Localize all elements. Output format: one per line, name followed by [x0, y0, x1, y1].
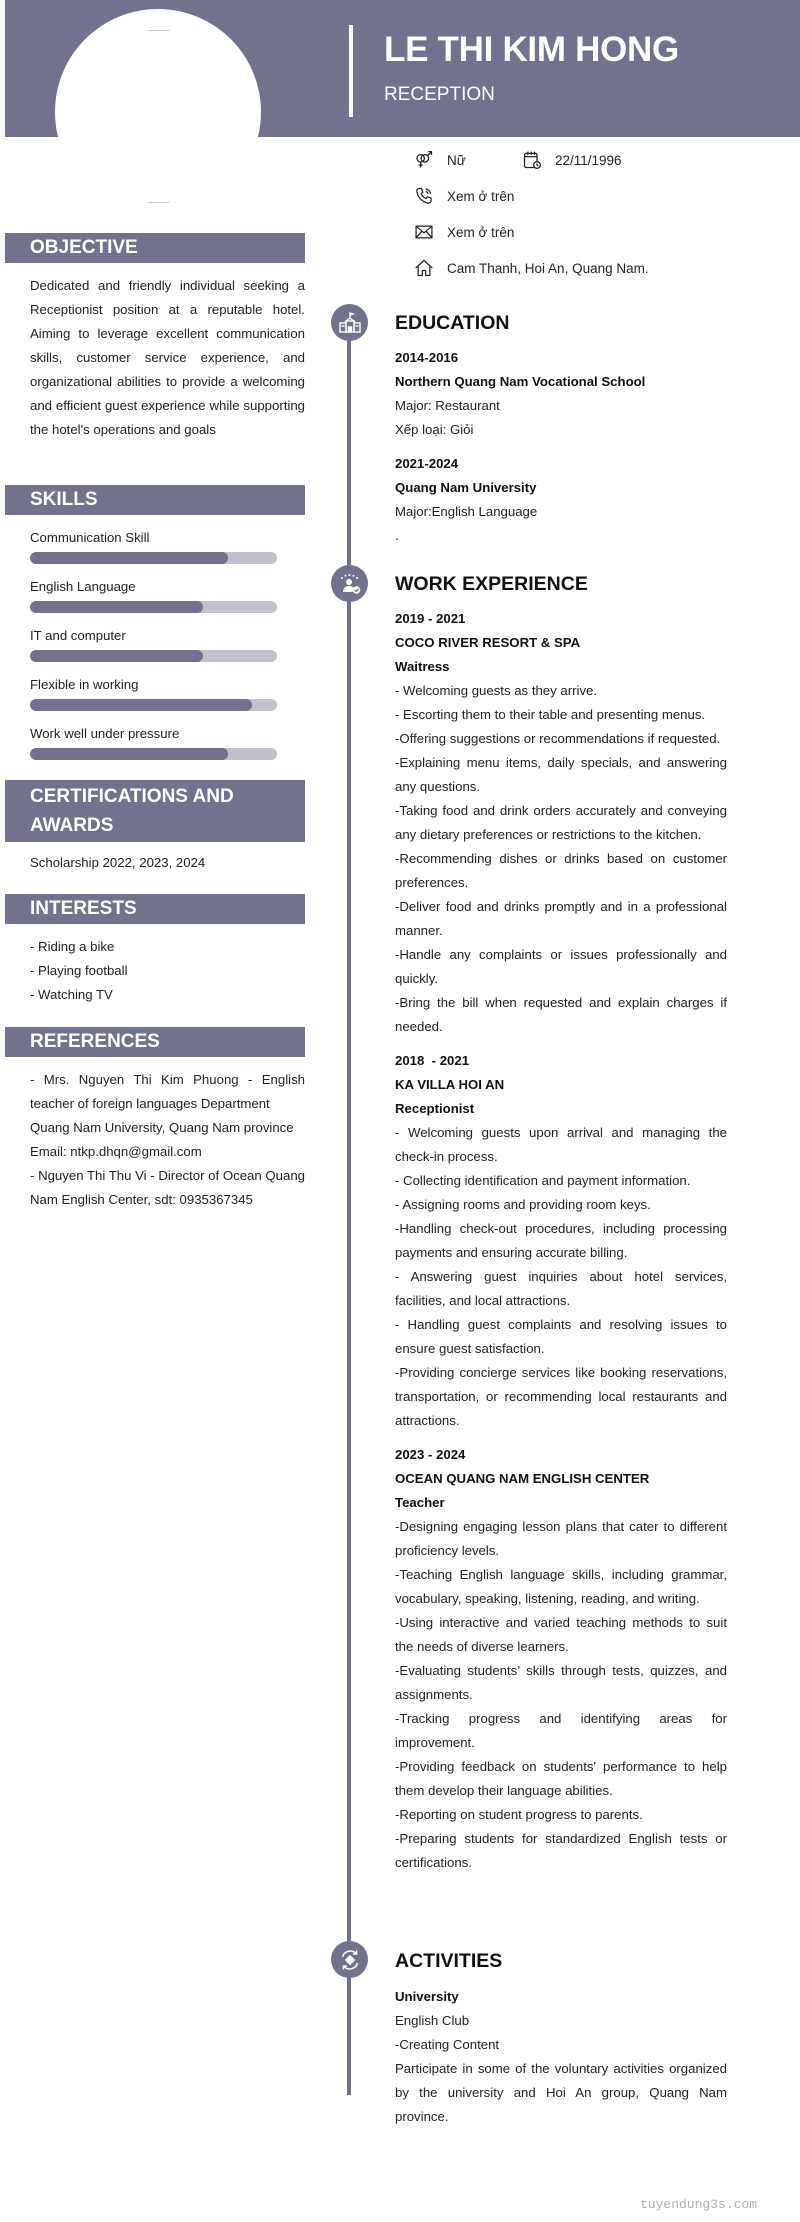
education-detail: Major: Restaurant	[395, 398, 500, 413]
education-list	[395, 346, 727, 548]
skill-bar	[30, 748, 277, 760]
avatar	[55, 9, 261, 215]
education-school: Quang Nam University	[395, 480, 537, 495]
contact-address	[414, 258, 649, 278]
contact-phone	[414, 186, 514, 206]
skill-bar	[30, 650, 277, 662]
skill-bar-fill	[30, 748, 228, 760]
job-duty: -Evaluating students’ skills through tests, quizzes, and assignments.	[395, 1663, 727, 1702]
job-duty: - Welcoming guests upon arrival and managing the check-in process.	[395, 1125, 727, 1164]
activities-marker	[331, 1941, 368, 1978]
job-company: COCO RIVER RESORT & SPA	[395, 635, 581, 650]
job-duty: -Handle any complaints or issues professionally and quickly.	[395, 947, 727, 986]
candidate-role: RECEPTION	[384, 84, 495, 105]
avatar-edge-mark	[148, 202, 170, 203]
objective-text: Dedicated and friendly individual seeking a Receptionist position at a reputable hotel. Aiming to leverage excellent communication skills, customer service experience, and organizational abilities to provide a welcoming and efficient guest experience while supporting the hotel's operations and goals	[30, 278, 305, 437]
work-marker	[331, 565, 368, 602]
skill-label: Flexible in working	[30, 677, 139, 692]
interest-item: - Playing football	[30, 963, 128, 978]
job-duty: -Offering suggestions or recommendations if requested.	[395, 731, 721, 746]
watermark: tuyendung3s.com	[640, 2197, 758, 2212]
interest-item: - Riding a bike	[30, 939, 115, 954]
work-heading: WORK EXPERIENCE	[395, 573, 588, 595]
job-duty: -Teaching English language skills, including grammar, vocabulary, speaking, listening, reading, and writing.	[395, 1567, 727, 1606]
skill-bar-fill	[30, 650, 203, 662]
interests-heading: INTERESTS	[5, 894, 305, 924]
skill-bar	[30, 601, 277, 613]
skill-bar	[30, 552, 277, 564]
job-duty: - Escorting them to their table and presenting menus.	[395, 707, 706, 722]
reference-line: - Nguyen Thi Thu Vi - Director of Ocean Quang Nam English Center, sdt: 0935367345	[30, 1168, 305, 1207]
email-value: Xem ở trên	[447, 224, 515, 240]
education-detail: Xếp loại: Giỏi	[395, 422, 474, 437]
references-heading: REFERENCES	[5, 1027, 305, 1057]
education-detail: .	[395, 528, 399, 543]
job-company: OCEAN QUANG NAM ENGLISH CENTER	[395, 1471, 650, 1486]
work-list	[395, 607, 727, 1875]
job-duty: - Collecting identification and payment information.	[395, 1173, 691, 1188]
interests-list	[30, 935, 305, 1007]
education-school: Northern Quang Nam Vocational School	[395, 374, 646, 389]
job-company: KA VILLA HOI AN	[395, 1077, 505, 1092]
job-position: Teacher	[395, 1495, 445, 1510]
skill-bar-fill	[30, 552, 228, 564]
job-position: Waitress	[395, 659, 450, 674]
job-duty: -Recommending dishes or drinks based on customer preferences.	[395, 851, 727, 890]
activities-heading: ACTIVITIES	[395, 1950, 503, 1972]
job-period: 2023 - 2024	[395, 1447, 466, 1462]
cycle-gear-icon	[338, 1948, 362, 1972]
reference-line: - Mrs. Nguyen Thi Kim Phuong - English teacher of foreign languages Department	[30, 1072, 305, 1111]
activity-line: -Creating Content	[395, 2037, 500, 2052]
avatar-edge-mark	[148, 30, 170, 31]
job-duty: - Handling guest complaints and resolving issues to ensure guest satisfaction.	[395, 1317, 727, 1356]
contact-birthday	[522, 150, 622, 170]
education-marker	[331, 304, 368, 341]
phone-icon	[414, 186, 434, 206]
job-duty: -Designing engaging lesson plans that cater to different proficiency levels.	[395, 1519, 727, 1558]
contact-gender	[414, 150, 466, 170]
job-duty: -Taking food and drink orders accurately and conveying any dietary preferences or restrictions to the kitchen.	[395, 803, 727, 842]
header-divider	[349, 25, 353, 117]
certifications-heading-line: CERTIFICATIONS AND	[30, 786, 234, 807]
job-duty: -Providing feedback on students' performance to help them develop their language abilities.	[395, 1759, 727, 1798]
activity-org: University	[395, 1989, 459, 2004]
reference-line: Email: ntkp.dhqn@gmail.com	[30, 1144, 202, 1159]
education-heading: EDUCATION	[395, 312, 510, 334]
address-value: Cam Thanh, Hoi An, Quang Nam.	[447, 260, 649, 276]
job-duty: -Preparing students for standardized English tests or certifications.	[395, 1831, 727, 1870]
job-duty: - Assigning rooms and providing room keys.	[395, 1197, 651, 1212]
job-duty: -Handling check-out procedures, including processing payments and ensuring accurate billing.	[395, 1221, 727, 1260]
activities-list	[395, 1985, 727, 2129]
skill-label: Work well under pressure	[30, 726, 180, 741]
job-position: Receptionist	[395, 1101, 475, 1116]
job-entry	[395, 607, 727, 1039]
job-entry	[395, 1049, 727, 1433]
education-detail: Major:English Language	[395, 504, 538, 519]
references-list	[30, 1068, 305, 1212]
education-period: 2014-2016	[395, 350, 459, 365]
reference-line: Quang Nam University, Quang Nam province	[30, 1120, 294, 1135]
activity-line: English Club	[395, 2013, 470, 2028]
skill-label: IT and computer	[30, 628, 126, 643]
phone-value: Xem ở trên	[447, 188, 515, 204]
job-duty: - Welcoming guests as they arrive.	[395, 683, 598, 698]
job-duty: -Tracking progress and identifying areas for improvement.	[395, 1711, 727, 1750]
job-duty: -Using interactive and varied teaching methods to suit the needs of diverse learners.	[395, 1615, 727, 1654]
job-duty: -Deliver food and drinks promptly and in a professional manner.	[395, 899, 727, 938]
activity-line: Participate in some of the voluntary activities organized by the university and Hoi An group, Quang Nam province.	[395, 2061, 727, 2124]
job-duty: -Providing concierge services like booking reservations, transportation, or recommending local restaurants and attractions.	[395, 1365, 727, 1428]
job-duty: - Answering guest inquiries about hotel services, facilities, and local attractions.	[395, 1269, 727, 1308]
home-icon	[414, 258, 434, 278]
interest-item: - Watching TV	[30, 987, 113, 1002]
job-period: 2018 - 2021	[395, 1053, 470, 1068]
job-duty: -Explaining menu items, daily specials, and answering any questions.	[395, 755, 727, 794]
skill-bar	[30, 699, 277, 711]
certifications-text: Scholarship 2022, 2023, 2024	[30, 855, 206, 870]
certifications-heading-line: AWARDS	[30, 815, 114, 836]
skill-label: Communication Skill	[30, 530, 150, 545]
job-duty: -Bring the bill when requested and explain charges if needed.	[395, 995, 727, 1034]
objective-heading: OBJECTIVE	[5, 233, 305, 263]
school-icon	[338, 311, 362, 335]
skills-heading: SKILLS	[5, 485, 305, 515]
birthday-value: 22/11/1996	[555, 152, 622, 168]
skill-label: English Language	[30, 579, 136, 594]
skill-bar-fill	[30, 601, 203, 613]
job-period: 2019 - 2021	[395, 611, 466, 626]
rated-person-icon	[338, 572, 362, 596]
gender-value: Nữ	[447, 152, 466, 168]
contact-email	[414, 222, 514, 242]
certifications-heading	[5, 780, 305, 842]
skill-bar-fill	[30, 699, 252, 711]
mail-icon	[414, 222, 434, 242]
candidate-name: LE THI KIM HONG	[384, 30, 679, 69]
job-duty: -Reporting on student progress to parents.	[395, 1807, 643, 1822]
gender-icon	[414, 150, 434, 170]
calendar-icon	[522, 150, 542, 170]
job-entry	[395, 1443, 727, 1875]
education-period: 2021-2024	[395, 456, 459, 471]
